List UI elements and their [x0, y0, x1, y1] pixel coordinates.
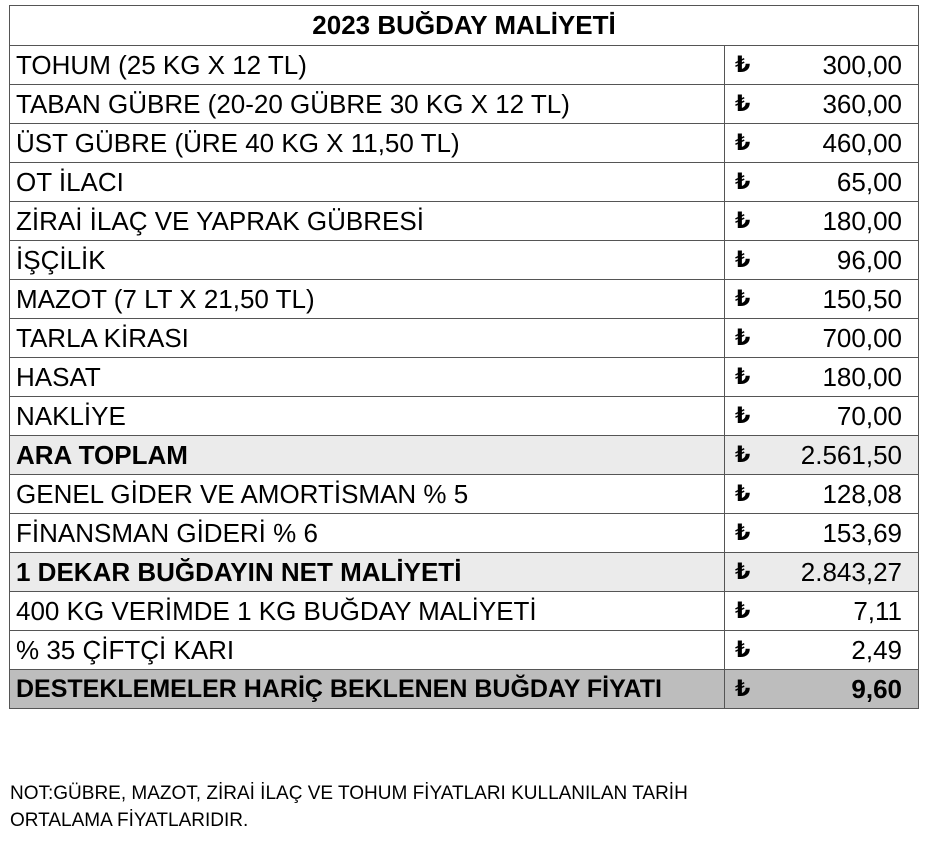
- table-row: [10, 475, 919, 514]
- lira-symbol: ₺: [735, 637, 751, 662]
- row-amount-cell: [725, 241, 919, 280]
- row-amount: 7,11: [853, 595, 902, 626]
- lira-symbol: ₺: [735, 403, 751, 428]
- row-amount: 700,00: [822, 322, 902, 353]
- lira-symbol: ₺: [735, 598, 751, 623]
- row-label: NAKLİYE: [10, 397, 725, 436]
- final-price-row: [10, 670, 919, 709]
- row-amount-cell: [725, 553, 919, 592]
- table-row: [10, 124, 919, 163]
- lira-symbol: ₺: [735, 481, 751, 506]
- row-label: 1 DEKAR BUĞDAYIN NET MALİYETİ: [10, 553, 725, 592]
- table-row: [10, 85, 919, 124]
- title-row: [10, 6, 919, 46]
- lira-symbol: ₺: [735, 208, 751, 233]
- lira-symbol: ₺: [735, 247, 751, 272]
- row-amount: 180,00: [822, 361, 902, 392]
- row-label: İŞÇİLİK: [10, 241, 725, 280]
- row-amount: 70,00: [836, 400, 902, 431]
- footnote-line: NOT:GÜBRE, MAZOT, ZİRAİ İLAÇ VE TOHUM FİYATLARI KULLANILAN TARİH: [10, 783, 688, 804]
- table-row: [10, 202, 919, 241]
- row-amount-cell: [725, 46, 919, 85]
- cost-table: [9, 5, 919, 709]
- table-row: [10, 241, 919, 280]
- row-amount: 96,00: [836, 244, 902, 275]
- row-amount: 65,00: [836, 166, 902, 197]
- row-amount-cell: [725, 124, 919, 163]
- row-label: OT İLACI: [10, 163, 725, 202]
- table-row: [10, 592, 919, 631]
- row-label: FİNANSMAN GİDERİ % 6: [10, 514, 725, 553]
- row-amount: 2.561,50: [800, 439, 902, 470]
- row-label: 400 KG VERİMDE 1 KG BUĞDAY MALİYETİ: [10, 592, 725, 631]
- footnote: [10, 780, 910, 834]
- lira-symbol: ₺: [735, 169, 751, 194]
- lira-symbol: ₺: [735, 325, 751, 350]
- row-amount-cell: [725, 397, 919, 436]
- lira-symbol: ₺: [735, 52, 751, 77]
- row-label: TARLA KİRASI: [10, 319, 725, 358]
- lira-symbol: ₺: [735, 130, 751, 155]
- table-row: [10, 319, 919, 358]
- lira-symbol: ₺: [735, 559, 751, 584]
- row-label: ÜST GÜBRE (ÜRE 40 KG X 11,50 TL): [10, 124, 725, 163]
- footnote-line: ORTALAMA FİYATLARIDIR.: [10, 810, 249, 831]
- lira-symbol: ₺: [735, 364, 751, 389]
- row-amount-cell: [725, 163, 919, 202]
- table-row: [10, 514, 919, 553]
- lira-symbol: ₺: [735, 442, 751, 467]
- net-cost-row: [10, 553, 919, 592]
- row-amount: 9,60: [851, 673, 902, 704]
- table-row: [10, 631, 919, 670]
- row-label: ZİRAİ İLAÇ VE YAPRAK GÜBRESİ: [10, 202, 725, 241]
- row-label: GENEL GİDER VE AMORTİSMAN % 5: [10, 475, 725, 514]
- row-amount-cell: [725, 670, 919, 709]
- row-label: TABAN GÜBRE (20-20 GÜBRE 30 KG X 12 TL): [10, 85, 725, 124]
- subtotal-row: [10, 436, 919, 475]
- row-amount-cell: [725, 280, 919, 319]
- row-amount: 460,00: [822, 127, 902, 158]
- row-amount-cell: [725, 436, 919, 475]
- row-amount-cell: [725, 202, 919, 241]
- row-label: % 35 ÇİFTÇİ KARI: [10, 631, 725, 670]
- lira-symbol: ₺: [735, 91, 751, 116]
- table-row: [10, 46, 919, 85]
- row-amount-cell: [725, 358, 919, 397]
- row-amount: 300,00: [822, 49, 902, 80]
- row-amount: 2.843,27: [800, 556, 902, 587]
- row-amount-cell: [725, 85, 919, 124]
- table-row: [10, 163, 919, 202]
- row-amount-cell: [725, 514, 919, 553]
- row-amount-cell: [725, 319, 919, 358]
- row-amount-cell: [725, 592, 919, 631]
- table-row: [10, 397, 919, 436]
- row-amount: 180,00: [822, 205, 902, 236]
- row-amount: 2,49: [851, 634, 902, 665]
- row-label: ARA TOPLAM: [10, 436, 725, 475]
- lira-symbol: ₺: [735, 520, 751, 545]
- row-label: HASAT: [10, 358, 725, 397]
- row-label: DESTEKLEMELER HARİÇ BEKLENEN BUĞDAY FİYATI: [10, 670, 725, 709]
- table-row: [10, 280, 919, 319]
- row-amount-cell: [725, 631, 919, 670]
- table-row: [10, 358, 919, 397]
- lira-symbol: ₺: [735, 676, 751, 701]
- row-amount: 360,00: [822, 88, 902, 119]
- row-amount: 128,08: [822, 478, 902, 509]
- row-amount: 153,69: [822, 517, 902, 548]
- row-label: TOHUM (25 KG X 12 TL): [10, 46, 725, 85]
- row-amount-cell: [725, 475, 919, 514]
- row-label: MAZOT (7 LT X 21,50 TL): [10, 280, 725, 319]
- row-amount: 150,50: [822, 283, 902, 314]
- table-title: 2023 BUĞDAY MALİYETİ: [10, 6, 919, 46]
- lira-symbol: ₺: [735, 286, 751, 311]
